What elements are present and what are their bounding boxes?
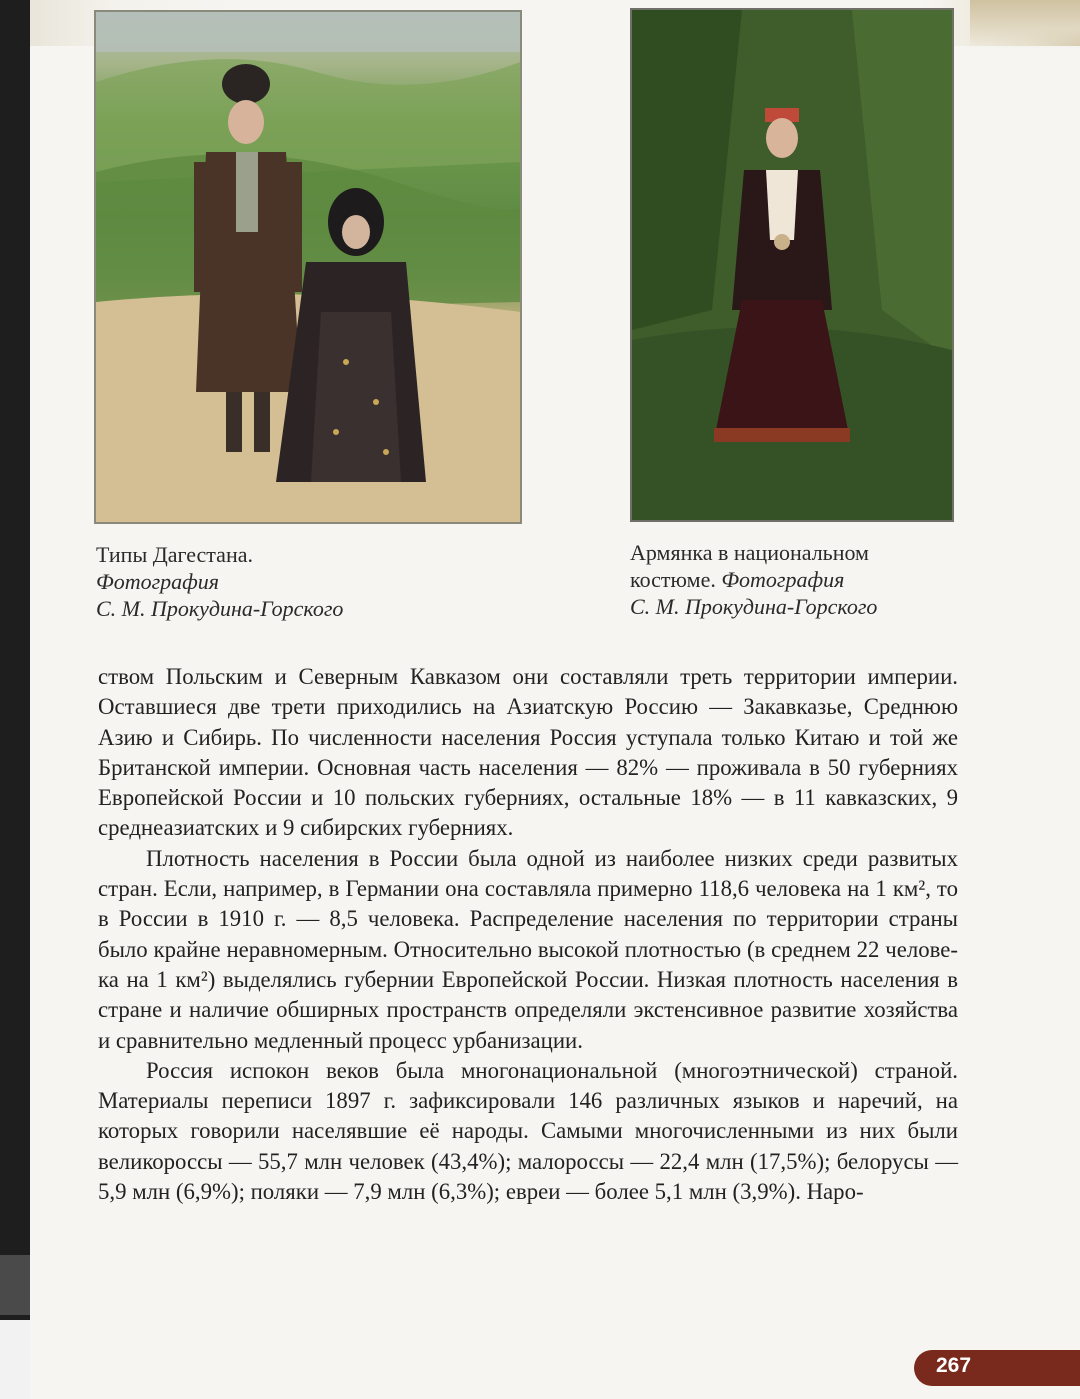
caption-armenian-photo: Фотография (721, 567, 845, 592)
caption-dagestan (96, 541, 456, 622)
caption-armenian (630, 539, 960, 620)
caption-dagestan-author: С. М. Прокудина-Горского (96, 596, 344, 621)
viewer-side-control[interactable] (0, 1255, 30, 1315)
paragraph-3: Россия испокон веков была многонациональной (многоэтнической) страной. Материалы переписи 1897 г. зафиксировали 146 различных языков и наречий, на которых говорили населявшие её народы. Самыми многочисленными из них были великороссы — 55,7 млн человек (43,4%); малороссы — 22,4 млн (17,5%); белорусы — 5,9 млн (6,9%); поляки — 7,9 млн (6,3%); евреи — более 5,1 млн (3,9%). Наро- (98, 1057, 958, 1205)
page-number: 267 (936, 1354, 972, 1377)
caption-dagestan-title: Типы Дагестана. (96, 542, 253, 567)
paragraph-2: Плотность населения в России была одной из наиболее низких среди развитых стран. Если, например, в Германии она составляла примерно 118,6 человека на 1 км², то в России в 1910 г. — 8,5 человека. Распределение населения по территории страны было крайне неравномерным. Относительно высокой плотностью (в среднем 22 человека на 1 км²) выделялись губернии Европейской России. Низкая плотность населения в стране и наличие обширных пространств определяли экстенсивное развитие хозяйства и сравнительно медленный процесс урбанизации. (98, 845, 958, 1053)
photo-armenian-illustration (632, 10, 952, 520)
caption-armenian-author: С. М. Прокудина-Горского (630, 594, 878, 619)
photo-armenian-woman (630, 8, 954, 522)
page-number-badge (914, 1350, 1080, 1386)
photo-dagestan-types (94, 10, 522, 524)
textbook-page (30, 0, 1080, 1399)
caption-armenian-title-cont: костюме. (630, 567, 716, 592)
viewer-side-panel (0, 1320, 30, 1399)
paragraph-1: ством Польским и Северным Кавказом они составляли треть территории империи. Оставшиеся две трети приходились на Азиатскую Россию — Закавказье, Среднюю Азию и Сибирь. По численности населения Россия уступала только Китаю и той же Британской империи. Основная часть населения — 82% — проживала в 50 губерниях Европейской России и 10 польских губерниях, остальные 18% — в 11 кавказских, 9 среднеазиатских и 9 сибирских губерниях. (98, 664, 958, 841)
page-corner-decoration (970, 0, 1080, 48)
caption-dagestan-photo: Фотография (96, 569, 220, 594)
caption-armenian-title: Армянка в национальном (630, 540, 869, 565)
body-text (98, 662, 958, 1207)
photo-dagestan-illustration (96, 12, 520, 522)
